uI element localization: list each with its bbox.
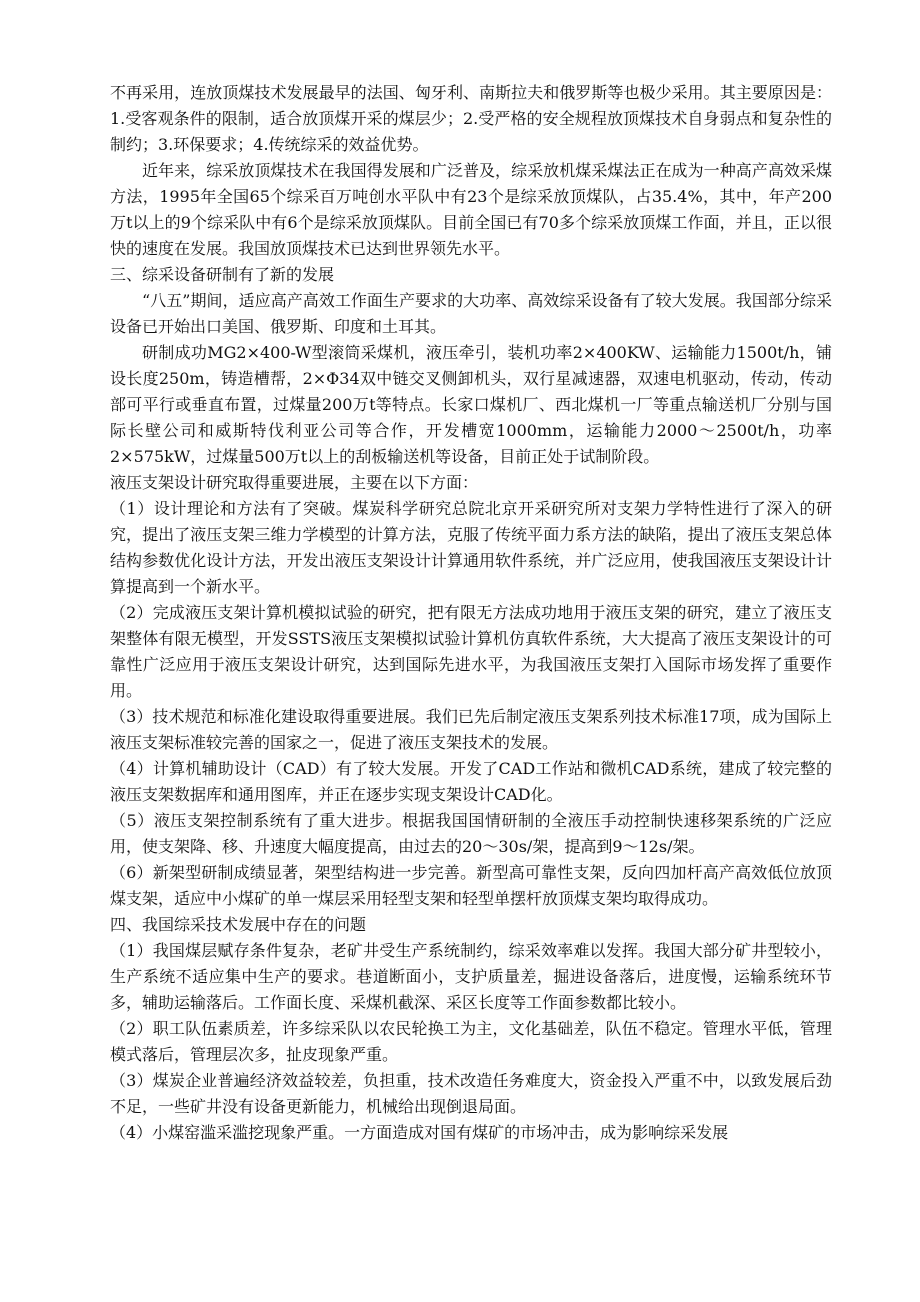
list-item-workforce: （2）职工队伍素质差，许多综采队以农民轮换工为主，文化基础差，队伍不稳定。管理水平低，管理模式落后，管理层次多，扯皮现象严重。 xyxy=(110,1019,832,1064)
list-item-control-system: （5）液压支架控制系统有了重大进步。根据我国国情研制的全液压手动控制快速移架系统的广泛应用，使支架降、移、升速度大幅度提高，由过去的20～30s/架，提高到9～12s/架。 xyxy=(110,811,832,856)
list-item-new-support-types: （6）新架型研制成绩显著，架型结构进一步完善。新型高可靠性支架，反向四加杆高产高效低位放顶煤支架，适应中小煤矿的单一煤层采用轻型支架和轻型单摆杆放顶煤支架均取得成功。 xyxy=(110,863,832,908)
list-item-economics: （3）煤炭企业普遍经济效益较差，负担重，技术改造任务难度大，资金投入严重不中，以致发展后劲不足，一些矿井没有设备更新能力，机械给出现倒退局面。 xyxy=(110,1071,832,1116)
paragraph-hydraulic-support-intro: 液压支架设计研究取得重要进展，主要在以下方面： xyxy=(110,473,479,492)
list-item-seam-conditions: （1）我国煤层赋存条件复杂，老矿井受生产系统制约，综采效率难以发挥。我国大部分矿井型较小，生产系统不适应集中生产的要求。巷道断面小，支护质量差，掘进设备落后，进度慢，运输系统环节多，辅助运输落后。工作面长度、采煤机截深、采区长度等工作面参数都比较小。 xyxy=(110,941,832,1012)
paragraph-shearer: 研制成功MG2×400-W型滚筒采煤机，液压牵引，装机功率2×400KW、运输能力1500t/h，铺设长度250m，铸造槽帮，2×Φ34双中链交叉侧卸机头，双行星减速器，双速电机驱动，传动，传动部可平行或垂直布置，过煤量200万t等特点。长家口煤机厂、西北煤机一厂等重点输送机厂分别与国际长壁公司和威斯特伐利亚公司等合作，开发槽宽1000mm，运输能力2000～2500t/h，功率2×575kW，过煤量500万t以上的刮板输送机等设备，目前正处于试制阶段。 xyxy=(110,343,832,466)
paragraph-eighth-five-year: “八五”期间，适应高产高效工作面生产要求的大功率、高效综采设备有了较大发展。我国部分综采设备已开始出口美国、俄罗斯、印度和土耳其。 xyxy=(110,291,832,336)
list-item-standards: （3）技术规范和标准化建设取得重要进展。我们已先后制定液压支架系列技术标准17项，成为国际上液压支架标准较完善的国家之一，促进了液压支架技术的发展。 xyxy=(110,707,832,752)
list-item-design-theory: （1）设计理论和方法有了突破。煤炭科学研究总院北京开采研究所对支架力学特性进行了深入的研究，提出了液压支架三维力学模型的计算方法，克服了传统平面力系方法的缺陷，提出了液压支架总体结构参数优化设计方法，开发出液压支架设计计算通用软件系统，并广泛应用，使我国液压支架设计计算提高到一个新水平。 xyxy=(110,499,832,596)
document-body xyxy=(110,80,832,1146)
list-item-simulation: （2）完成液压支架计算机模拟试验的研究，把有限无方法成功地用于液压支架的研究，建立了液压支架整体有限无模型，开发SSTS液压支架模拟试验计算机仿真软件系统，大大提高了液压支架设计的可靠性广泛应用于液压支架设计研究，达到国际先进水平，为我国液压支架打入国际市场发挥了重要作用。 xyxy=(110,603,832,700)
section-heading-three: 三、综采设备研制有了新的发展 xyxy=(110,265,335,284)
paragraph-intro: 不再采用，连放顶煤技术发展最早的法国、匈牙利、南斯拉夫和俄罗斯等也极少采用。其主要原因是：1.受客观条件的限制，适合放顶煤开采的煤层少；2.受严格的安全规程放顶煤技术自身弱点和复杂性的制约；3.环保要求；4.传统综采的效益优势。 xyxy=(110,83,832,154)
paragraph-recent-development: 近年来，综采放顶煤技术在我国得发展和广泛普及，综采放机煤采煤法正在成为一种高产高效采煤方法，1995年全国65个综采百万吨创水平队中有23个是综采放顶煤队，占35.4%，其中，年产200万t以上的9个综采队中有6个是综采放顶煤队。目前全国已有70多个综采放顶煤工作面，并且，正以很快的速度在发展。我国放顶煤技术已达到世界领先水平。 xyxy=(110,161,832,258)
section-heading-four: 四、我国综采技术发展中存在的问题 xyxy=(110,915,367,934)
list-item-small-mines: （4）小煤窑滥采滥挖现象严重。一方面造成对国有煤矿的市场冲击，成为影响综采发展 xyxy=(110,1123,729,1142)
list-item-cad: （4）计算机辅助设计（CAD）有了较大发展。开发了CAD工作站和微机CAD系统，建成了较完整的液压支架数据库和通用图库，并正在逐步实现支架设计CAD化。 xyxy=(110,759,832,804)
